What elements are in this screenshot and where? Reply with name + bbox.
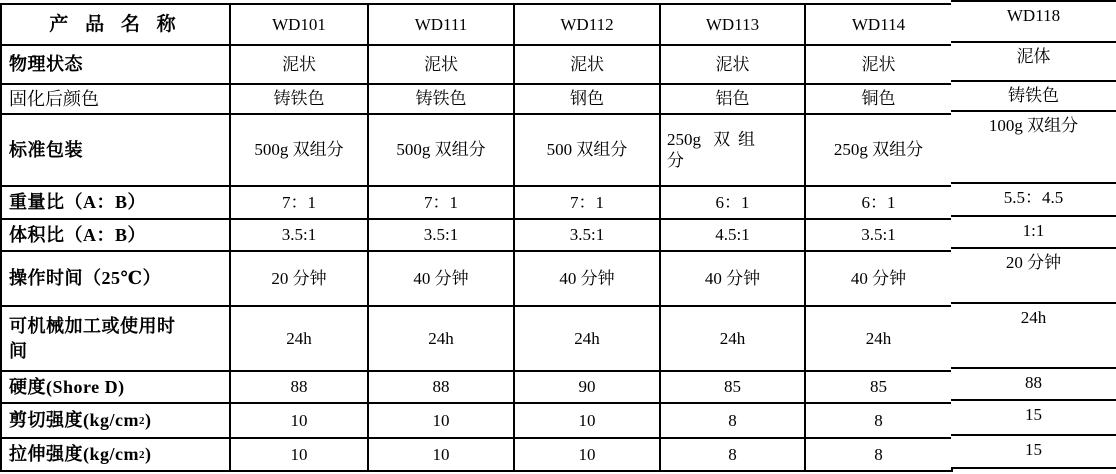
spec-value-cell: 泥状 (515, 46, 661, 85)
packaging-wrapped-text: 250g 双组分 (667, 129, 755, 170)
row-label-physical-state: 物理状态 (2, 46, 231, 85)
spec-value-cell: 8 (661, 439, 806, 472)
spec-value-cell: 6：1 (661, 187, 806, 220)
spec-value-cell: 泥状 (231, 46, 369, 85)
row-label-volume-ratio: 体积比（A：B） (2, 220, 231, 252)
spec-value-cell (661, 115, 806, 187)
spec-value-cell: 10 (515, 404, 661, 439)
spec-value-cell: 88 (231, 372, 369, 404)
shear-strength-label-close: ) (145, 410, 152, 431)
spec-value-cell: 铸铁色 (951, 82, 1116, 112)
spec-value-cell: 250g 双组分 (806, 115, 953, 187)
spec-value-cell: 泥状 (661, 46, 806, 85)
row-label-packaging: 标准包装 (2, 115, 231, 187)
spec-value-cell: 7：1 (369, 187, 515, 220)
tensile-strength-label-close: ) (145, 444, 152, 465)
spec-value-cell: 500g 双组分 (369, 115, 515, 187)
spec-value-cell: 10 (369, 404, 515, 439)
spec-value-cell: 铸铁色 (231, 85, 369, 115)
spec-value-cell: 20 分钟 (951, 249, 1116, 304)
spec-value-cell: 15 (951, 401, 1116, 436)
spec-value-cell: 40 分钟 (515, 252, 661, 307)
header-product-cell: WD101 (231, 5, 369, 46)
spec-value-cell: 8 (661, 404, 806, 439)
row-label-weight-ratio: 重量比（A：B） (2, 187, 231, 220)
spec-value-cell: 90 (515, 372, 661, 404)
spec-value-cell: 5.5：4.5 (951, 184, 1116, 217)
spec-value-cell: 20 分钟 (231, 252, 369, 307)
spec-value-cell: 100g 双组分 (951, 112, 1116, 184)
spec-value-cell: 铸铁色 (369, 85, 515, 115)
spec-value-cell: 泥状 (369, 46, 515, 85)
spec-value-cell: 10 (231, 439, 369, 472)
spec-value-cell: 24h (231, 307, 369, 372)
spec-value-cell: 15 (951, 436, 1116, 469)
spec-value-cell: 24h (951, 304, 1116, 369)
spec-value-cell: 泥体 (951, 43, 1116, 82)
spec-value-cell: 8 (806, 439, 953, 472)
header-product-cell: WD113 (661, 5, 806, 46)
spec-value-cell: 500 双组分 (515, 115, 661, 187)
spec-value-cell: 40 分钟 (806, 252, 953, 307)
spec-value-cell: 88 (369, 372, 515, 404)
spec-value-cell: 88 (951, 369, 1116, 401)
spec-value-cell: 钢色 (515, 85, 661, 115)
spec-value-cell: 1:1 (951, 217, 1116, 249)
spec-value-cell: 24h (661, 307, 806, 372)
spec-value-cell: 3.5:1 (231, 220, 369, 252)
spec-value-cell: 3.5:1 (515, 220, 661, 252)
spec-value-cell: 10 (515, 439, 661, 472)
product-spec-table (0, 3, 953, 472)
header-product-cell: WD114 (806, 5, 953, 46)
spec-value-cell: 4.5:1 (661, 220, 806, 252)
tensile-strength-label-text: 拉伸强度(kg/cm (9, 444, 139, 465)
spec-value-cell: 3.5:1 (806, 220, 953, 252)
wd118-column-fragment (951, 0, 1116, 469)
spec-value-cell: 铝色 (661, 85, 806, 115)
spec-value-cell: 铜色 (806, 85, 953, 115)
header-product-cell: WD112 (515, 5, 661, 46)
shear-strength-label-text: 剪切强度(kg/cm (9, 410, 139, 431)
row-label-tensile-strength: 拉伸强度(kg/cm 2 ) (2, 439, 231, 472)
spec-value-cell: 8 (806, 404, 953, 439)
spec-value-cell: 85 (661, 372, 806, 404)
row-label-machinable-time (2, 307, 231, 372)
spec-value-cell: 7：1 (515, 187, 661, 220)
spec-value-cell: 500g 双组分 (231, 115, 369, 187)
row-label-working-time: 操作时间（25℃） (2, 252, 231, 307)
spec-value-cell: 3.5:1 (369, 220, 515, 252)
spec-value-cell: 85 (806, 372, 953, 404)
spec-value-cell: 24h (806, 307, 953, 372)
machinable-time-wrapped-text: 可机械加工或使用时间 (9, 316, 176, 361)
table-header-product-name: 产 品 名 称 (2, 5, 231, 46)
spec-value-cell: 10 (231, 404, 369, 439)
spec-value-cell: 泥状 (806, 46, 953, 85)
spec-value-cell: 40 分钟 (369, 252, 515, 307)
spec-value-cell: 6：1 (806, 187, 953, 220)
spec-value-cell: 24h (369, 307, 515, 372)
header-product-cell: WD118 (951, 2, 1116, 43)
row-label-shear-strength: 剪切强度(kg/cm 2 ) (2, 404, 231, 439)
spec-value-cell: 7：1 (231, 187, 369, 220)
spec-value-cell: 10 (369, 439, 515, 472)
spec-value-cell: 40 分钟 (661, 252, 806, 307)
header-product-cell: WD111 (369, 5, 515, 46)
row-label-cured-color: 固化后颜色 (2, 85, 231, 115)
row-label-hardness: 硬度(Shore D) (2, 372, 231, 404)
spec-value-cell: 24h (515, 307, 661, 372)
